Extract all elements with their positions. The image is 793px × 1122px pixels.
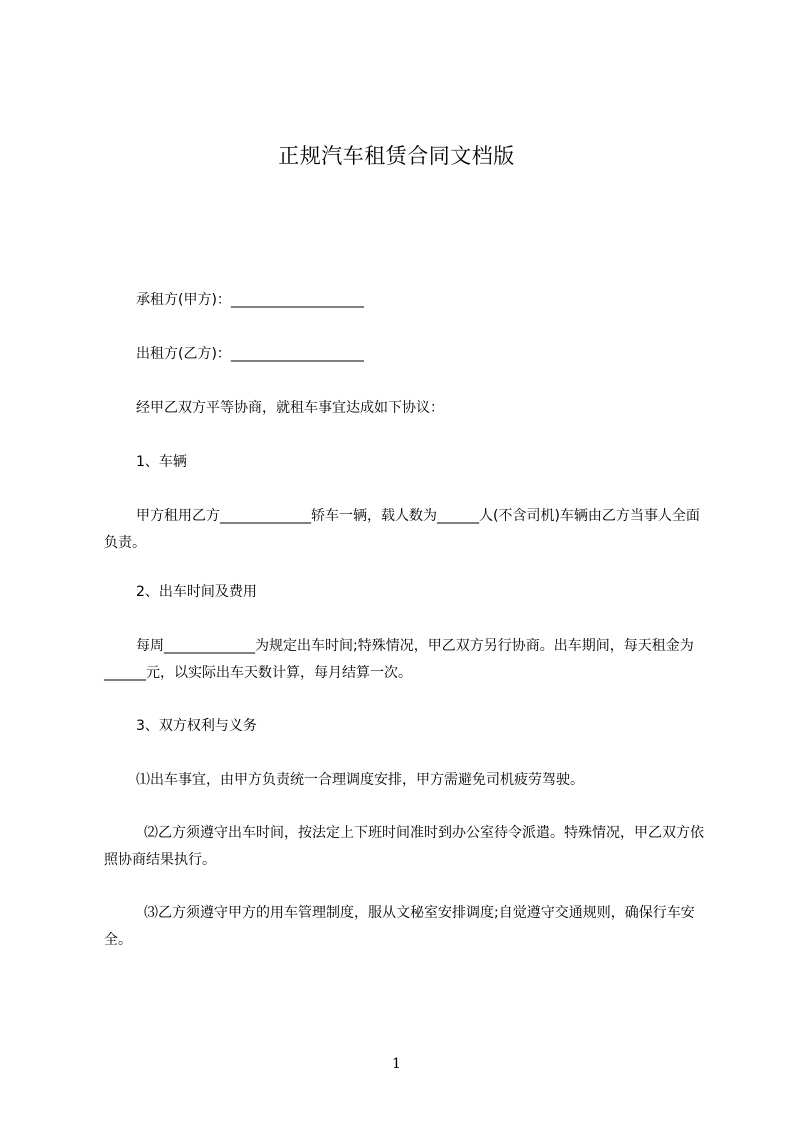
vehicle-clause: 甲方租用乙方_____________轿车一辆，载人数为______人(不含司机)车辆由乙方当事人全面负责。 [104,508,700,551]
party-b-line: 出租方(乙方)：___________________ [136,346,364,362]
page-number: 1 [392,1056,401,1072]
party-a-line: 承租方(甲方)：___________________ [136,292,364,308]
document-title: 正规汽车租赁合同文档版 [278,144,515,168]
section-heading-time-fee: 2、出车时间及费用 [136,584,257,600]
rights-clause-2: ⑵乙方须遵守出车时间，按法定上下班时间准时到办公室待令派遣。特殊情况，甲乙双方依照协商结果执行。 [104,825,704,868]
rights-clause-1: ⑴出车事宜，由甲方负责统一合理调度安排，甲方需避免司机疲劳驾驶。 [136,772,584,788]
section-heading-rights-duties: 3、双方权利与义务 [136,718,257,734]
rights-clause-3: ⑶乙方须遵守甲方的用车管理制度，服从文秘室安排调度;自觉遵守交通规则，确保行车安全。 [104,905,695,948]
agreement-intro: 经甲乙双方平等协商，就租车事宜达成如下协议： [136,400,444,416]
time-fee-clause: 每周_____________为规定出车时间;特殊情况，甲乙双方另行协商。出车期间，每天租金为______元，以实际出车天数计算，每月结算一次。 [104,638,694,681]
section-heading-vehicle: 1、车辆 [136,454,187,470]
